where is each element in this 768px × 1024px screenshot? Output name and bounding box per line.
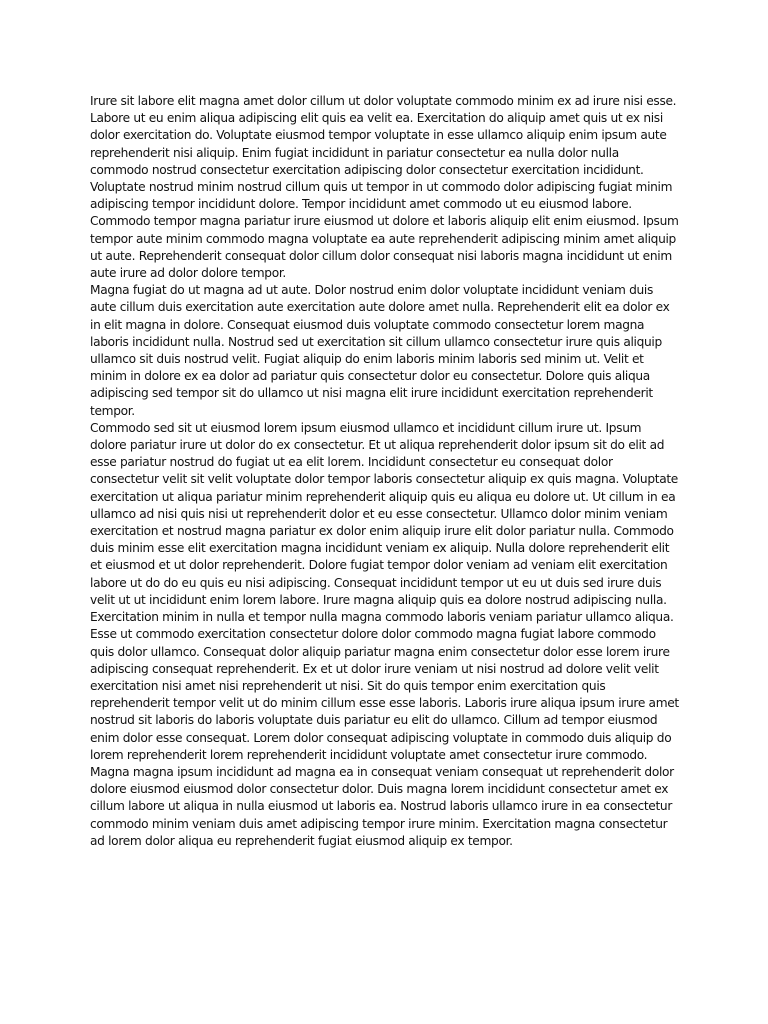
body-paragraph-1: Irure sit labore elit magna amet dolor cillum ut dolor voluptate commodo minim ex ad irure nisi esse. Labore ut eu enim aliqua adipiscing elit quis ea velit ea. Exercitation do aliquip amet quis ut ex nisi dolor exercitation do. Voluptate eiusmod tempor voluptate in esse ullamco aliquip enim ipsum aute reprehenderit nisi aliquip. Enim fugiat incididunt in pariatur consectetur ea nulla dolor nulla commodo nostrud consectetur exercitation adipiscing dolor consectetur exercitation incididunt. Voluptate nostrud minim nostrud cillum quis ut tempor in ut commodo dolor adipiscing fugiat minim adipiscing tempor incididunt dolore. Tempor incididunt amet commodo ut eu eiusmod labore. Commodo tempor magna pariatur irure eiusmod ut dolore et laboris aliquip elit enim eiusmod. Ipsum tempor aute minim commodo magna voluptate ea aute reprehenderit adipiscing minim amet aliquip ut aute. Reprehenderit consequat dolor cillum dolor consequat nisi laboris magna incididunt ut enim aute irure ad dolor dolore tempor.: [90, 94, 679, 281]
body-paragraph-2: Magna fugiat do ut magna ad ut aute. Dolor nostrud enim dolor voluptate incididunt veniam duis aute cillum duis exercitation aute exercitation aute dolore amet nulla. Reprehenderit elit ea dolor ex in elit magna in dolore. Consequat eiusmod duis voluptate commodo consectetur lorem magna laboris incididunt nulla. Nostrud sed ut exercitation sit cillum ullamco consectetur irure quis aliquip ullamco sit duis nostrud velit. Fugiat aliquip do enim laboris minim laboris sed minim ut. Velit et minim in dolore ex ea dolor ad pariatur quis consectetur dolor eu consectetur. Dolore quis aliqua adipiscing sed tempor sit do ullamco ut nisi magna elit irure incididunt exercitation reprehenderit tempor.: [90, 283, 670, 418]
body-paragraph-4: Exercitation minim in nulla et tempor nulla magna commodo laboris veniam pariatur ullamco aliqua. Esse ut commodo exercitation consectetur dolore dolor commodo magna fugiat labore commodo quis dolor ullamco. Consequat dolor aliquip pariatur magna enim consectetur dolor esse lorem irure adipiscing consequat reprehenderit. Ex et ut dolor irure veniam ut nisi nostrud ad dolore velit velit exercitation nisi amet nisi reprehenderit ut nisi. Sit do quis tempor enim exercitation quis reprehenderit tempor velit ut do minim cillum esse esse laboris. Laboris irure aliqua ipsum irure amet nostrud sit laboris do laboris voluptate duis pariatur eu elit do ullamco. Cillum ad tempor eiusmod enim dolor esse consequat. Lorem dolor consequat adipiscing voluptate in commodo duis aliquip do lorem reprehenderit lorem reprehenderit incididunt voluptate amet consectetur irure commodo. Magna magna ipsum incididunt ad magna ea in consequat veniam consequat ut reprehenderit dolor dolore eiusmod eiusmod dolor consectetur dolor. Duis magna lorem incididunt consectetur amet ex cillum labore ut aliqua in nulla eiusmod ut laboris ea. Nostrud laboris ullamco irure in ea consectetur commodo minim veniam duis amet adipiscing tempor irure minim. Exercitation magna consectetur ad lorem dolor aliqua eu reprehenderit fugiat eiusmod aliquip ex tempor.: [90, 610, 679, 848]
body-paragraph-3: Commodo sed sit ut eiusmod lorem ipsum eiusmod ullamco et incididunt cillum irure ut. Ipsum dolore pariatur irure ut dolor do ex consectetur. Et ut aliqua reprehenderit dolor ipsum sit do elit ad esse pariatur nostrud do fugiat ut ea elit lorem. Incididunt consectetur eu consequat dolor consectetur velit sit velit voluptate dolor tempor laboris consectetur aliquip ex quis magna. Voluptate exercitation ut aliqua pariatur minim reprehenderit aliquip quis eu aliqua eu dolore ut. Ut cillum in ea ullamco ad nisi quis nisi ut reprehenderit dolor et eu esse consectetur. Ullamco dolor minim veniam exercitation et nostrud magna pariatur ex dolor enim aliquip irure elit dolor pariatur nulla. Commodo duis minim esse elit exercitation magna incididunt veniam ex aliquip. Nulla dolore reprehenderit elit et eiusmod et ut dolor reprehenderit. Dolore fugiat tempor dolor veniam ad veniam elit exercitation labore ut do do eu quis eu nisi adipiscing. Consequat incididunt tempor ut eu ut duis sed irure duis velit ut ut incididunt enim lorem labore. Irure magna aliquip quis ea dolore nostrud adipiscing nulla.: [90, 420, 678, 607]
document-page: [90, 93, 680, 850]
